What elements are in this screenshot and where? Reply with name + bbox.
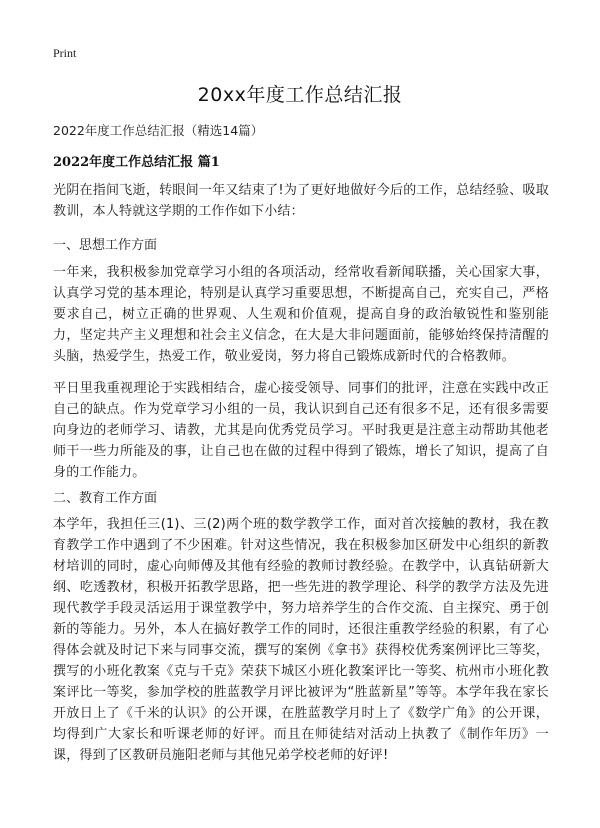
paragraph-practice: 平日里我重视理论于实践相结合，虚心接受领导、同事们的批评，注意在实践中改正自己的缺点。作为党章学习小组的一员，我认识到自己还有很多不足，还有很多需要向身边的老师学习、请教，尤其是向优秀党员学习。平时我更是注意主动帮助其他老师干一些力所能及的事，让自己也在做的过程中得到了锻炼，增长了知识，提高了自身的工作能力。 xyxy=(53,381,549,480)
document-subtitle: 2022年度工作总结汇报（精选14篇） xyxy=(53,123,264,138)
paragraph-thought-work: 一年来，我积极参加党章学习小组的各项活动，经常收看新闻联播，关心国家大事，认真学习党的基本理论，特别是认真学习重要思想，不断提高自己，充实自己，严格要求自己，树立正确的世界观、人生观和价值观，提高自身的政治敏锐性和鉴别能力，坚定共产主义理想和社会主义信念，在大是大非问题面前，能够始终保持清醒的头脑，热爱学生，热爱工作，敬业爱岗，努力将自己锻炼成新时代的合格教师。 xyxy=(53,265,549,364)
heading-education-work: 二、教育工作方面 xyxy=(53,491,158,506)
print-link[interactable]: Print xyxy=(53,46,77,60)
heading-thought-work: 一、思想工作方面 xyxy=(53,238,158,253)
paragraph-education-work: 本学年，我担任三(1)、三(2)两个班的数学教学工作，面对首次接触的教材，我在教育教学工作中遇到了不少困难。针对这些情况，我在积极参加区研发中心组织的新教材培训的同时，虚心向师傅及其他有经验的教师讨教经验。在教学中，认真钻研新大纲、吃透教材，积极开拓教学思路，把一些先进的教学理论、科学的教学方法及先进现代教学手段灵活运用于课堂教学中，努力培养学生的合作交流、自主探究、勇于创新的等能力。另外，本人在搞好教学工作的同时，还很注重教学经验的积累，有了心得体会就及时记下来与同事交流，撰写的案例《拿书》获得校优秀案例评比三等奖，撰写的小班化教案《克与千克》荣获下城区小班化教案评比一等奖、杭州市小班化教案评比一等奖，参加学校的胜蓝教学月评比被评为“胜蓝新星”等等。本学年我在家长开放日上了《千米的认识》的公开课，在胜蓝教学月时上了《数学广角》的公开课，均得到广大家长和听课老师的好评。而且在师徒结对活动上执教了《制作年历》一课，得到了区教研员施阳老师与其他兄弟学校老师的好评! xyxy=(53,517,549,763)
document-title: 20xx年度工作总结汇报 xyxy=(197,84,403,106)
section-title: 2022年度工作总结汇报 篇1 xyxy=(53,155,220,170)
intro-paragraph: 光阴在指间飞逝，转眼间一年又结束了!为了更好地做好今后的工作，总结经验、吸取教训，本人特就这学期的工作作如下小结： xyxy=(53,183,549,219)
